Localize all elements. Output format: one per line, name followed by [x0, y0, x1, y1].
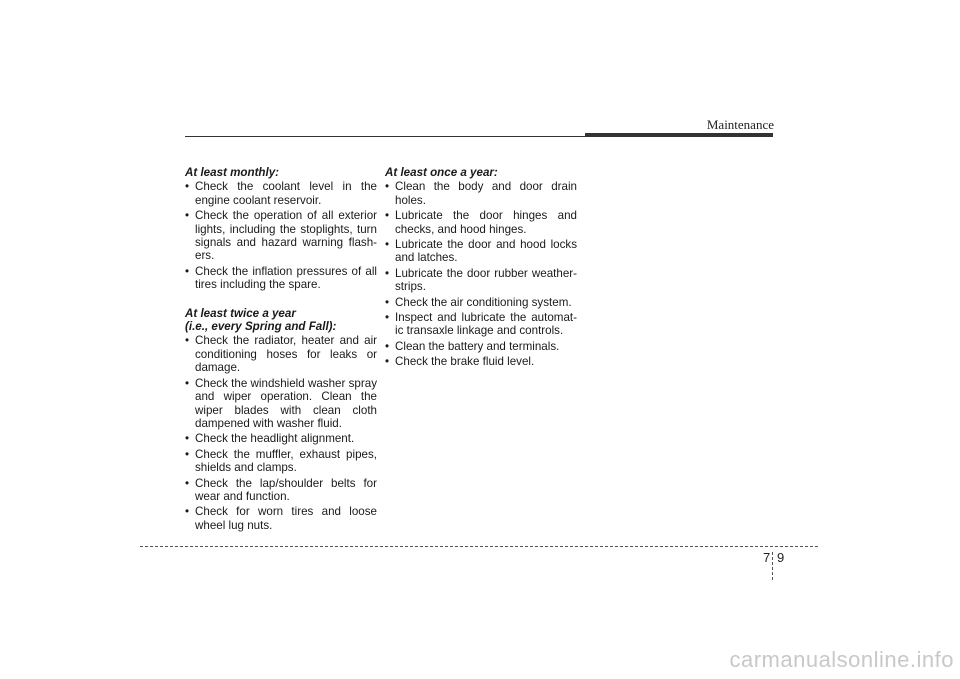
list-item-text: Check the windshield washer spray and wiper operation. Clean the wiper blades with clean cloth dampened with washer fluid.	[195, 376, 377, 430]
bullet-icon: •	[185, 180, 190, 194]
bullet-icon: •	[385, 355, 390, 369]
bullet-icon: •	[185, 334, 190, 348]
list-item-text: Check the operation of all exterior lights, including the stoplights, turn signals and hazard warning flash-ers.	[195, 209, 377, 263]
list-item	[185, 209, 377, 263]
list-item	[185, 477, 377, 504]
bullet-icon: •	[385, 180, 390, 194]
list-item-text: Clean the battery and terminals.	[395, 339, 560, 353]
bullet-icon: •	[185, 476, 190, 490]
bullet-icon: •	[185, 264, 190, 278]
list-item-text: Inspect and lubricate the automat-ic transaxle linkage and controls.	[395, 311, 577, 338]
list-item	[385, 180, 577, 207]
header-rule-thin	[185, 136, 585, 137]
list-item-text: Lubricate the door and hood locks and latches.	[395, 238, 577, 265]
list-item-text: Lubricate the door hinges and checks, and hood hinges.	[395, 209, 577, 236]
watermark-text: carmanualsonline.info	[729, 647, 954, 672]
list-item-text: Check the radiator, heater and air conditioning hoses for leaks or damage.	[195, 334, 377, 375]
list-item	[185, 505, 377, 532]
list-item-text: Check for worn tires and loose wheel lug nuts.	[195, 505, 377, 532]
list-item	[185, 377, 377, 431]
list-item	[385, 355, 577, 368]
bullet-icon: •	[185, 432, 190, 446]
heading-twice-year	[185, 307, 377, 334]
page-number-divider	[772, 552, 773, 580]
bullet-icon: •	[385, 238, 390, 252]
list-item	[385, 296, 577, 309]
list-item	[185, 265, 377, 292]
list-item-text: Clean the body and door drain holes.	[395, 180, 577, 207]
right-column	[385, 166, 577, 371]
bullet-icon: •	[385, 295, 390, 309]
list-item-text: Check the brake fluid level.	[395, 355, 535, 369]
footer-dashed-rule	[140, 546, 818, 547]
bullet-icon: •	[185, 505, 190, 519]
left-column	[185, 166, 377, 534]
bullet-icon: •	[385, 311, 390, 325]
monthly-list	[185, 180, 377, 291]
list-item-text: Check the headlight alignment.	[195, 432, 355, 446]
page-number: 9	[777, 550, 785, 565]
header-rule-thick	[585, 133, 773, 137]
twice-year-list	[185, 334, 377, 532]
list-item	[185, 432, 377, 445]
list-item	[385, 340, 577, 353]
list-item	[185, 448, 377, 475]
list-item-text: Check the air conditioning system.	[395, 295, 572, 309]
heading-line-2: (i.e., every Spring and Fall):	[185, 320, 337, 334]
heading-monthly: At least monthly:	[185, 166, 280, 179]
list-item-text: Lubricate the door rubber weather-strips.	[395, 266, 577, 294]
bullet-icon: •	[185, 209, 190, 223]
bullet-icon: •	[185, 376, 190, 390]
chapter-number: 7	[763, 550, 771, 565]
list-item-text: Check the muffler, exhaust pipes, shields and clamps.	[195, 447, 377, 475]
list-item	[385, 267, 577, 294]
list-item	[385, 209, 577, 236]
list-item-text: Check the coolant level in the engine coolant reservoir.	[195, 180, 377, 207]
bullet-icon: •	[385, 209, 390, 223]
list-item-text: Check the inflation pressures of all tires including the spare.	[195, 264, 377, 292]
yearly-list	[385, 180, 577, 368]
heading-yearly: At least once a year:	[385, 166, 498, 179]
list-item	[385, 311, 577, 338]
list-item	[185, 180, 377, 207]
bullet-icon: •	[185, 447, 190, 461]
section-title: Maintenance	[706, 117, 774, 132]
bullet-icon: •	[385, 339, 390, 353]
bullet-icon: •	[385, 266, 390, 280]
heading-line-1: At least twice a year	[185, 306, 296, 320]
list-item	[385, 238, 577, 265]
list-item-text: Check the lap/shoulder belts for wear and function.	[195, 476, 377, 503]
list-item	[185, 334, 377, 374]
